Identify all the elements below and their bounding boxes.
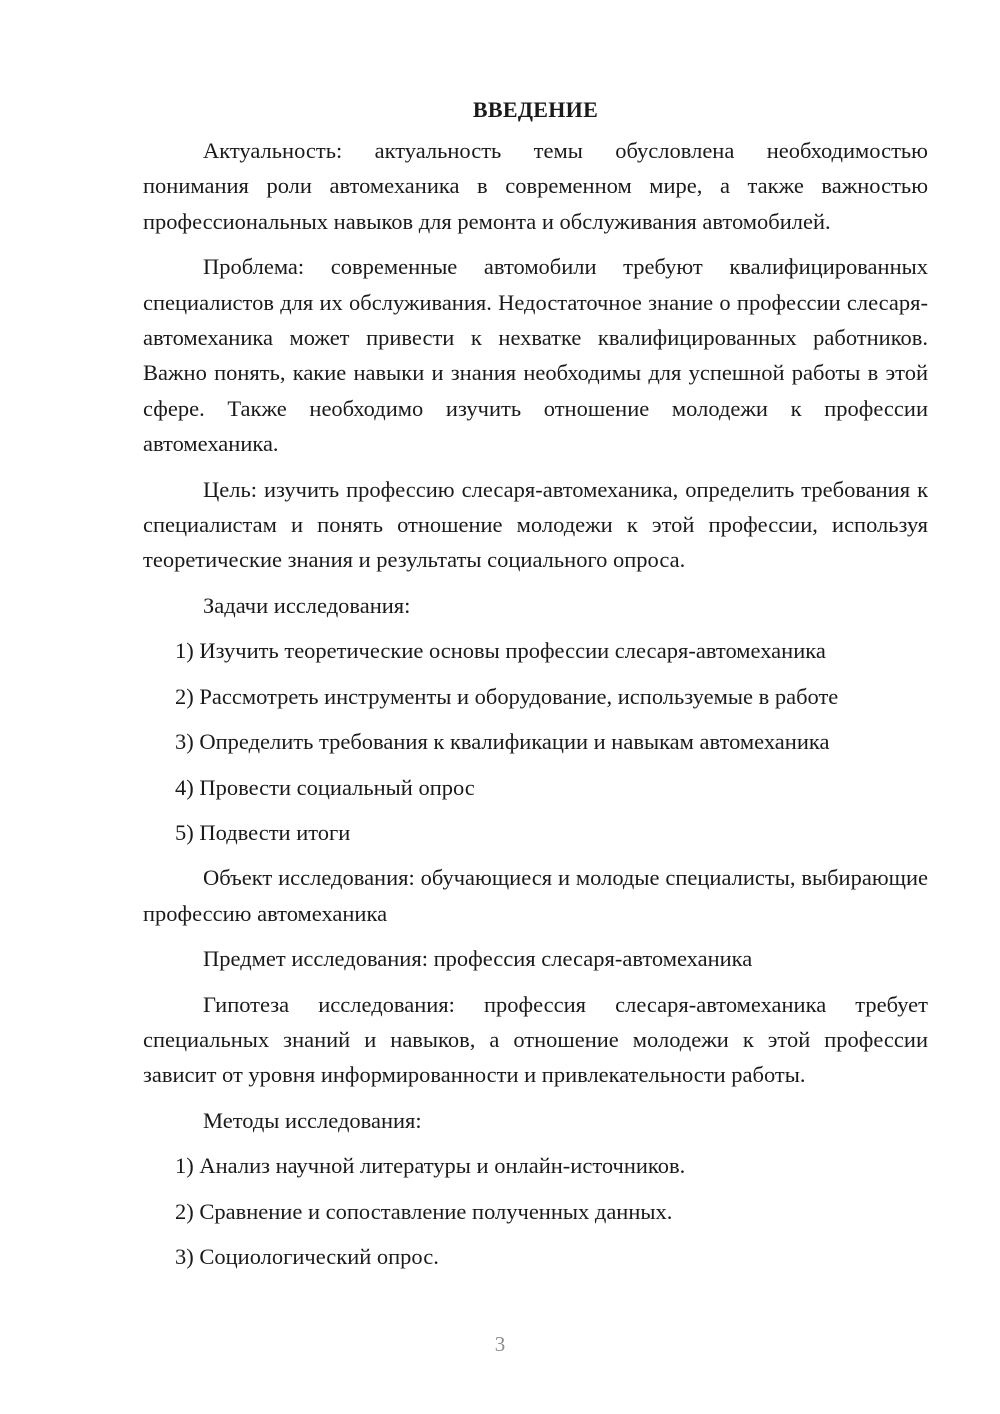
page-content xyxy=(143,92,928,1284)
methods-heading: Методы исследования: xyxy=(203,1107,422,1133)
section-title: ВВЕДЕНИЕ xyxy=(472,97,599,122)
method-item-2: 2) Сравнение и сопоставление полученных данных. xyxy=(175,1198,673,1224)
tasks-heading: Задачи исследования: xyxy=(203,592,411,618)
task-item-3: 3) Определить требования к квалификации и навыкам автомеханика xyxy=(175,729,830,755)
task-item-1: 1) Изучить теоретические основы профессии слесаря-автомеханика xyxy=(175,638,826,664)
hypothesis-paragraph: Гипотеза исследования: профессия слесаря-автомеханика требует специальных знаний и навыков, а отношение молодежи к этой профессии зависит от уровня информированности и привлекательности работы. xyxy=(143,991,928,1088)
subject-paragraph: Предмет исследования: профессия слесаря-автомеханика xyxy=(203,946,753,972)
task-item-5: 5) Подвести итоги xyxy=(175,819,351,845)
task-item-4: 4) Провести социальный опрос xyxy=(175,774,475,800)
task-item-2: 2) Рассмотреть инструменты и оборудование, используемые в работе xyxy=(175,683,839,709)
page-number: 3 xyxy=(494,1332,506,1356)
object-paragraph: Объект исследования: обучающиеся и молодые специалисты, выбирающие профессию автомеханика xyxy=(143,865,928,926)
method-item-1: 1) Анализ научной литературы и онлайн-источников. xyxy=(175,1153,686,1179)
problem-paragraph: Проблема: современные автомобили требуют квалифицированных специалистов для их обслуживания. Недостаточное знание о профессии слесаря-автомеханика может привести к нехватке квалифицированных работников. Важно понять, какие навыки и знания необходимы для успешной работы в этой сфере. Также необходимо изучить отношение молодежи к профессии автомеханика. xyxy=(143,254,928,457)
relevance-paragraph: Актуальность: актуальность темы обусловлена необходимостью понимания роли автомеханика в современном мире, а также важностью профессиональных навыков для ремонта и обслуживания автомобилей. xyxy=(143,138,928,234)
goal-paragraph: Цель: изучить профессию слесаря-автомеханика, определить требования к специалистам и понять отношение молодежи к этой профессии, используя теоретические знания и результаты социального опроса. xyxy=(143,476,928,573)
method-item-3: 3) Социологический опрос. xyxy=(175,1243,439,1269)
